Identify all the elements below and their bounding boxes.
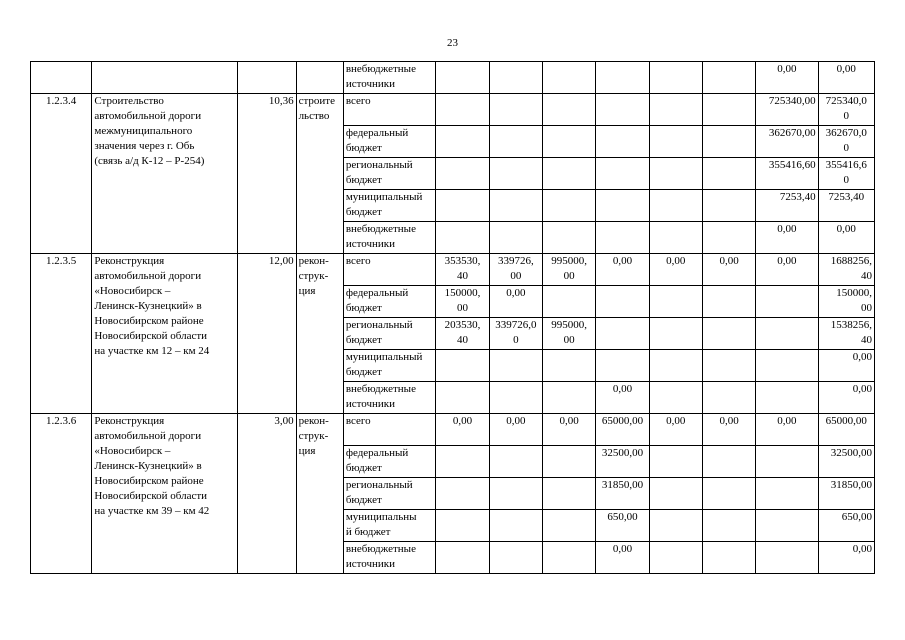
amount-cell: 725340,00 (756, 94, 818, 126)
amount-cell (436, 542, 489, 574)
amount-cell (436, 190, 489, 222)
amount-cell: 0,00 (818, 542, 874, 574)
empty-cell (238, 62, 296, 94)
amount-cell (702, 542, 755, 574)
amount-cell (489, 190, 542, 222)
amount-cell (436, 222, 489, 254)
amount-cell (702, 350, 755, 382)
funding-source: внебюджетные источники (343, 542, 436, 574)
amount-cell (489, 222, 542, 254)
amount-cell (596, 158, 649, 190)
project-length: 10,36 (238, 94, 296, 254)
funding-source: внебюджетные источники (343, 382, 436, 414)
amount-cell: 0,00 (756, 254, 818, 286)
amount-cell: 150000, 00 (818, 286, 874, 318)
amount-cell: 650,00 (596, 510, 649, 542)
amount-cell: 150000, 00 (436, 286, 489, 318)
amount-cell (543, 126, 596, 158)
project-object: Реконструкция автомобильной дороги «Новосибирск – Ленинск-Кузнецкий» в Новосибирском районе Новосибирской области на участке км 39 – км 42 (92, 414, 238, 574)
amount-cell (702, 478, 755, 510)
empty-cell (92, 62, 238, 94)
page-number: 23 (447, 37, 458, 49)
funding-source: внебюджетные источники (343, 62, 436, 94)
amount-cell (436, 94, 489, 126)
amount-cell (702, 286, 755, 318)
amount-cell: 0,00 (543, 414, 596, 446)
amount-cell: 65000,00 (818, 414, 874, 446)
amount-cell (702, 126, 755, 158)
amount-cell (649, 542, 702, 574)
funding-source: всего (343, 94, 436, 126)
amount-cell (649, 286, 702, 318)
amount-cell (649, 510, 702, 542)
carryover-row (31, 62, 875, 94)
amount-cell (489, 350, 542, 382)
amount-cell (649, 446, 702, 478)
amount-cell: 0,00 (436, 414, 489, 446)
amount-cell: 725340,0 0 (818, 94, 874, 126)
amount-cell: 339726, 00 (489, 254, 542, 286)
amount-cell (756, 286, 818, 318)
funding-source: муниципальны й бюджет (343, 510, 436, 542)
amount-cell (436, 350, 489, 382)
empty-cell (296, 62, 343, 94)
amount-cell (649, 62, 702, 94)
funding-source: муниципальный бюджет (343, 190, 436, 222)
project-code: 1.2.3.6 (31, 414, 92, 574)
amount-cell (649, 190, 702, 222)
funding-source: муниципальный бюджет (343, 350, 436, 382)
amount-cell (489, 542, 542, 574)
funding-source: всего (343, 254, 436, 286)
amount-cell (543, 542, 596, 574)
amount-cell: 995000, 00 (543, 254, 596, 286)
amount-cell: 0,00 (596, 542, 649, 574)
amount-cell (649, 382, 702, 414)
amount-cell (596, 190, 649, 222)
amount-cell (543, 62, 596, 94)
amount-cell: 31850,00 (818, 478, 874, 510)
project-work-type: рекон- струк- ция (296, 254, 343, 414)
amount-cell: 353530, 40 (436, 254, 489, 286)
amount-cell: 339726,0 0 (489, 318, 542, 350)
amount-cell: 0,00 (756, 414, 818, 446)
amount-cell (436, 126, 489, 158)
amount-cell (489, 62, 542, 94)
amount-cell (649, 158, 702, 190)
amount-cell (756, 478, 818, 510)
funding-row (31, 254, 875, 286)
amount-cell (543, 510, 596, 542)
amount-cell: 32500,00 (596, 446, 649, 478)
amount-cell (436, 62, 489, 94)
amount-cell (756, 318, 818, 350)
amount-cell: 0,00 (649, 414, 702, 446)
amount-cell: 0,00 (596, 382, 649, 414)
amount-cell: 355416,6 0 (818, 158, 874, 190)
amount-cell (756, 382, 818, 414)
amount-cell: 1538256, 40 (818, 318, 874, 350)
amount-cell (756, 350, 818, 382)
budget-table (30, 61, 875, 574)
amount-cell: 7253,40 (818, 190, 874, 222)
amount-cell (702, 318, 755, 350)
amount-cell (756, 446, 818, 478)
amount-cell (756, 542, 818, 574)
amount-cell: 0,00 (489, 414, 542, 446)
amount-cell: 31850,00 (596, 478, 649, 510)
amount-cell: 362670,00 (756, 126, 818, 158)
amount-cell: 0,00 (818, 350, 874, 382)
project-length: 3,00 (238, 414, 296, 574)
amount-cell (702, 62, 755, 94)
amount-cell (702, 190, 755, 222)
amount-cell (649, 222, 702, 254)
amount-cell: 0,00 (818, 222, 874, 254)
funding-source: региональный бюджет (343, 318, 436, 350)
amount-cell (702, 158, 755, 190)
funding-source: региональный бюджет (343, 478, 436, 510)
amount-cell (436, 158, 489, 190)
amount-cell: 65000,00 (596, 414, 649, 446)
amount-cell (489, 158, 542, 190)
amount-cell: 0,00 (818, 62, 874, 94)
amount-cell (596, 94, 649, 126)
amount-cell (543, 158, 596, 190)
amount-cell: 0,00 (756, 222, 818, 254)
project-code: 1.2.3.5 (31, 254, 92, 414)
amount-cell (756, 510, 818, 542)
amount-cell: 0,00 (489, 286, 542, 318)
amount-cell (702, 510, 755, 542)
amount-cell (596, 350, 649, 382)
amount-cell: 203530, 40 (436, 318, 489, 350)
amount-cell: 0,00 (649, 254, 702, 286)
amount-cell: 0,00 (756, 62, 818, 94)
amount-cell: 0,00 (596, 254, 649, 286)
amount-cell (543, 382, 596, 414)
funding-source: федеральный бюджет (343, 286, 436, 318)
amount-cell (436, 446, 489, 478)
amount-cell: 362670,0 0 (818, 126, 874, 158)
amount-cell (649, 318, 702, 350)
amount-cell: 355416,60 (756, 158, 818, 190)
amount-cell (543, 446, 596, 478)
amount-cell (702, 446, 755, 478)
amount-cell (436, 478, 489, 510)
amount-cell (702, 382, 755, 414)
amount-cell (596, 126, 649, 158)
amount-cell (543, 478, 596, 510)
amount-cell (543, 286, 596, 318)
amount-cell (649, 94, 702, 126)
amount-cell (489, 382, 542, 414)
amount-cell (702, 94, 755, 126)
funding-source: региональный бюджет (343, 158, 436, 190)
funding-source: всего (343, 414, 436, 446)
funding-source: федеральный бюджет (343, 126, 436, 158)
amount-cell (596, 286, 649, 318)
amount-cell (543, 94, 596, 126)
funding-source: федеральный бюджет (343, 446, 436, 478)
project-object: Реконструкция автомобильной дороги «Новосибирск – Ленинск-Кузнецкий» в Новосибирском районе Новосибирской области на участке км 12 – км 24 (92, 254, 238, 414)
amount-cell (489, 510, 542, 542)
amount-cell (489, 126, 542, 158)
project-object: Строительство автомобильной дороги межмуниципального значения через г. Обь (связь а/д К-12 – Р-254) (92, 94, 238, 254)
amount-cell (596, 62, 649, 94)
amount-cell: 7253,40 (756, 190, 818, 222)
amount-cell (649, 126, 702, 158)
amount-cell (649, 350, 702, 382)
amount-cell (543, 222, 596, 254)
amount-cell (489, 478, 542, 510)
amount-cell (702, 222, 755, 254)
project-code: 1.2.3.4 (31, 94, 92, 254)
funding-row (31, 414, 875, 446)
amount-cell (489, 94, 542, 126)
empty-cell (31, 62, 92, 94)
amount-cell (436, 382, 489, 414)
amount-cell (596, 318, 649, 350)
project-length: 12,00 (238, 254, 296, 414)
amount-cell: 1688256, 40 (818, 254, 874, 286)
amount-cell: 0,00 (818, 382, 874, 414)
amount-cell (649, 478, 702, 510)
amount-cell: 650,00 (818, 510, 874, 542)
amount-cell: 0,00 (702, 414, 755, 446)
funding-row (31, 94, 875, 126)
amount-cell (596, 222, 649, 254)
amount-cell: 32500,00 (818, 446, 874, 478)
amount-cell (436, 510, 489, 542)
project-work-type: строитe льство (296, 94, 343, 254)
funding-source: внебюджетные источники (343, 222, 436, 254)
project-work-type: рекон- струк- ция (296, 414, 343, 574)
amount-cell: 0,00 (702, 254, 755, 286)
amount-cell: 995000, 00 (543, 318, 596, 350)
amount-cell (543, 190, 596, 222)
amount-cell (489, 446, 542, 478)
amount-cell (543, 350, 596, 382)
